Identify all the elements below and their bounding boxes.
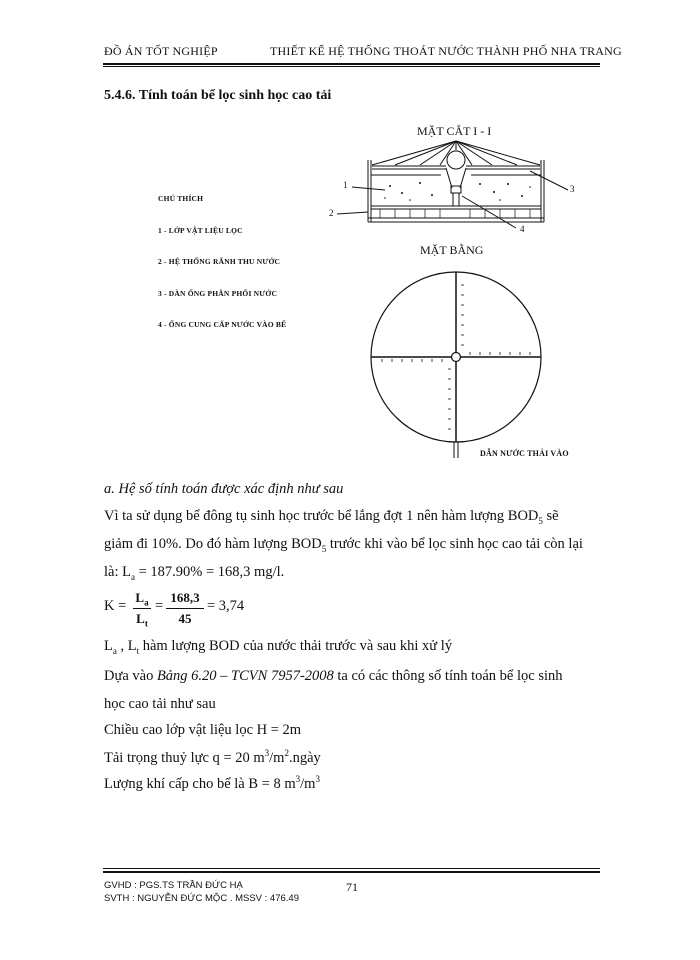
footer-svth: SVTH : NGUYỄN ĐỨC MỘC . MSSV : 476.49 [104,893,299,904]
legend-title: CHÚ THÍCH [158,194,204,203]
param-height: Chiều cao lớp vật liệu lọc H = 2m [104,722,302,738]
footer-rule [103,871,600,873]
paragraph-2-line-1: Dựa vào Bảng 6.20 – TCVN 7957-2008 ta có các thông số tính toán bể lọc sinh [104,668,563,684]
formula-eq: = [155,598,164,614]
footer-rule-thin [103,868,600,869]
formula-num-1: $L_a$ [135,590,149,608]
param-air-supply: Lượng khí cấp cho bể là B = 8 $m^3/m^3$ [104,774,320,792]
subheading-a: a. Hệ số tính toán được xác định như sau [104,481,344,497]
formula-lhs: K = [104,598,127,614]
callout-4: 4 [520,224,525,234]
legend-item-1: 1 - LỚP VẬT LIỆU LỌC [158,226,243,235]
footer-gvhd: GVHD : PGS.TS TRẦN ĐỨC HẠ [104,880,243,891]
page-number: 71 [346,880,358,894]
paragraph-1-line-3: là: $L_a = 187.90\% = 168,3$ mg/l. [104,564,285,582]
legend-item-2: 2 - HỆ THỐNG RÃNH THU NƯỚC [158,257,281,266]
legend-item-4: 4 - ỐNG CUNG CẤP NƯỚC VÀO BỂ [158,320,287,329]
filter-media-dots [384,182,531,201]
header-left: ĐỒ ÁN TỐT NGHIỆP [104,44,218,58]
plan-view [371,272,541,458]
filter-diagram [0,0,700,470]
header-right: THIẾT KẾ HỆ THỐNG THOÁT NƯỚC THÀNH PHỐ NHA TRANG [270,44,622,58]
fraction-bar-1 [133,608,151,609]
legend-item-3: 3 - DÀN ỐNG PHÂN PHỐI NƯỚC [158,289,278,298]
inlet-label: DẪN NƯỚC THẢI VÀO [480,449,569,458]
callout-3: 3 [570,184,575,194]
definition-line: $L_a$ , $L_t$ hàm lượng BOD của nước thải trước và sau khi xử lý [104,638,453,656]
formula-den-2: 45 [178,611,192,626]
param-hydraulic-load: Tải trọng thuỷ lực q = 20 $m^3/m^2.ngày$ [104,748,321,766]
paragraph-1-line-1: Vì ta sử dụng bể đông tụ sinh học trước bể lắng đợt 1 nên hàm lượng $BOD_5$ sẽ [104,508,559,526]
section-view [337,141,568,228]
formula-result: = 3,74 [207,598,245,614]
section-view-title: MẶT CẮT I - I [417,124,492,138]
paragraph-1-line-2: giảm đi 10%. Do đó hàm lượng $BOD_5$ trước khi vào bể lọc sinh học cao tải còn lại [104,536,583,554]
fraction-bar-2 [166,608,204,609]
plan-view-title: MẶT BẰNG [420,243,484,257]
formula-num-2: 168,3 [170,590,200,605]
formula-den-1: $L_t$ [136,611,148,629]
callout-2: 2 [329,208,334,218]
callout-1: 1 [343,180,348,190]
section-heading: 5.4.6. Tính toán bể lọc sinh học cao tải [104,88,332,103]
paragraph-2-line-2: học cao tải như sau [104,696,216,712]
